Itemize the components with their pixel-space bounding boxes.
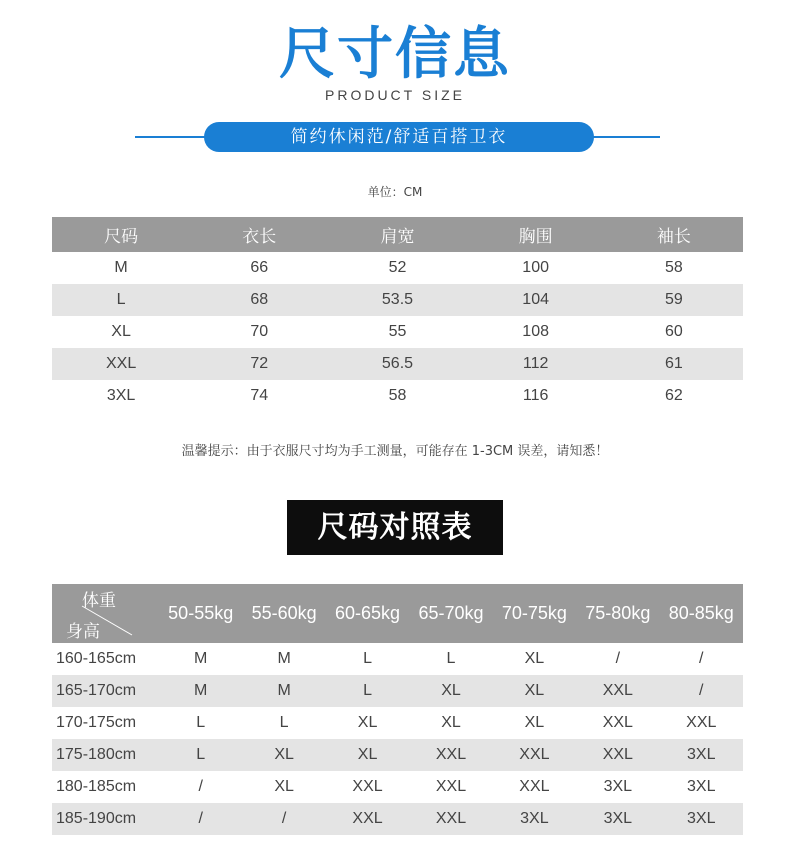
size-cell: 60 — [664, 323, 683, 340]
size-header-cell: 胸围 — [467, 217, 605, 252]
reference-table-header — [52, 584, 743, 643]
recommended-size-cell: XXL — [519, 778, 550, 795]
size-cell: 74 — [250, 387, 269, 404]
size-cell: 112 — [467, 348, 605, 380]
page-subtitle: PRODUCT SIZE — [325, 87, 465, 103]
recommended-size-cell: 3XL — [576, 803, 659, 835]
recommended-size-cell: 3XL — [660, 739, 743, 771]
recommended-size-cell: XXL — [435, 778, 467, 795]
height-range-cell: 185-190cm — [52, 803, 159, 835]
recommended-size-cell: L — [326, 675, 409, 707]
size-cell: 70 — [250, 323, 269, 340]
weight-header-cell: 65-70kg — [409, 584, 492, 643]
recommended-size-cell: XXL — [493, 739, 576, 771]
height-range-cell: 180-185cm — [56, 778, 137, 795]
page-title: 尺寸信息 — [279, 22, 511, 87]
recommended-size-cell: / — [198, 778, 203, 795]
recommended-size-cell: XL — [493, 675, 576, 707]
size-chart-title: 尺码对照表 — [287, 500, 503, 555]
size-cell: 59 — [605, 284, 743, 316]
recommended-size-cell: / — [242, 803, 325, 835]
recommended-size-cell: XXL — [602, 714, 633, 731]
size-cell: XL — [111, 323, 131, 340]
weight-header-cell: 80-85kg — [660, 584, 743, 643]
recommended-size-cell: 3XL — [687, 778, 716, 795]
recommended-size-cell: XL — [409, 675, 492, 707]
unit-label: 单位：CM — [367, 185, 423, 199]
size-cell: 104 — [467, 284, 605, 316]
recommended-size-cell: XXL — [686, 714, 717, 731]
recommended-size-cell: XXL — [576, 675, 659, 707]
recommended-size-cell: M — [242, 675, 325, 707]
recommended-size-cell: XL — [524, 650, 545, 667]
size-header-cell: 衣长 — [190, 217, 328, 252]
size-reference-table — [52, 584, 743, 835]
reference-row — [52, 643, 743, 675]
reference-row — [52, 707, 743, 739]
recommended-size-cell: / — [615, 650, 621, 667]
weight-header-cell: 60-65kg — [326, 584, 409, 643]
size-table-header — [52, 217, 743, 252]
weight-height-corner — [52, 584, 159, 643]
recommended-size-cell: XL — [242, 739, 325, 771]
recommended-size-cell: L — [279, 714, 289, 731]
reference-row — [52, 675, 743, 707]
size-cell: L — [52, 284, 190, 316]
recommended-size-cell: XXL — [409, 739, 492, 771]
size-row — [52, 348, 743, 380]
size-cell: 100 — [522, 259, 549, 276]
recommended-size-cell: / — [159, 803, 242, 835]
size-cell: 53.5 — [328, 284, 466, 316]
size-row — [52, 252, 743, 284]
weight-header-cell: 75-80kg — [576, 584, 659, 643]
weight-header-cell: 55-60kg — [242, 584, 325, 643]
size-cell: 62 — [664, 387, 683, 404]
size-cell: 52 — [388, 259, 407, 276]
recommended-size-cell: 3XL — [493, 803, 576, 835]
reference-row — [52, 771, 743, 803]
recommended-size-cell: XL — [274, 778, 294, 795]
size-cell: XXL — [52, 348, 190, 380]
size-cell: 55 — [388, 323, 407, 340]
recommended-size-cell: L — [196, 714, 206, 731]
recommended-size-cell: M — [159, 675, 242, 707]
recommended-size-cell: / — [699, 650, 704, 667]
style-banner: 简约休闲范/舒适百搭卫衣 — [204, 122, 594, 152]
size-row — [52, 316, 743, 348]
size-header-cell: 袖长 — [605, 217, 743, 252]
recommended-size-cell: XXL — [409, 803, 492, 835]
size-row — [52, 284, 743, 316]
size-header-cell: 肩宽 — [328, 217, 466, 252]
size-cell: 116 — [522, 387, 549, 404]
size-cell: 56.5 — [328, 348, 466, 380]
recommended-size-cell: / — [660, 675, 743, 707]
recommended-size-cell: M — [194, 650, 208, 667]
recommended-size-cell: XL — [326, 739, 409, 771]
recommended-size-cell: 3XL — [603, 778, 633, 795]
recommended-size-cell: L — [159, 739, 242, 771]
weight-label: 体重 — [82, 591, 116, 611]
weight-header-cell: 70-75kg — [493, 584, 576, 643]
size-header-cell: 尺码 — [52, 217, 190, 252]
recommended-size-cell: XXL — [326, 803, 409, 835]
recommended-size-cell: XL — [357, 714, 378, 731]
reference-row — [52, 803, 743, 835]
size-cell: 108 — [522, 323, 549, 340]
size-cell: 58 — [664, 259, 683, 276]
size-row — [52, 380, 743, 412]
recommended-size-cell: XXL — [352, 778, 383, 795]
size-table — [52, 217, 743, 412]
reference-row — [52, 739, 743, 771]
height-label: 身高 — [66, 622, 100, 642]
size-cell: 3XL — [106, 387, 136, 404]
height-range-cell: 175-180cm — [52, 739, 159, 771]
recommended-size-cell: XL — [524, 714, 545, 731]
recommended-size-cell: L — [363, 650, 372, 667]
size-cell: 58 — [388, 387, 407, 404]
size-cell: 72 — [190, 348, 328, 380]
recommended-size-cell: XL — [441, 714, 461, 731]
height-range-cell: 160-165cm — [56, 650, 137, 667]
height-range-cell: 170-175cm — [56, 714, 137, 731]
size-cell: M — [114, 259, 128, 276]
recommended-size-cell: M — [277, 650, 291, 667]
recommended-size-cell: XXL — [576, 739, 659, 771]
size-cell: 61 — [605, 348, 743, 380]
recommended-size-cell: L — [446, 650, 456, 667]
size-cell: 66 — [250, 259, 269, 276]
weight-header-cell: 50-55kg — [159, 584, 242, 643]
measurement-tip: 温馨提示：由于衣服尺寸均为手工测量，可能存在 1-3CM 误差，请知悉！ — [181, 444, 609, 459]
size-cell: 68 — [190, 284, 328, 316]
recommended-size-cell: 3XL — [660, 803, 743, 835]
banner-line-left — [135, 136, 215, 138]
height-range-cell: 165-170cm — [52, 675, 159, 707]
